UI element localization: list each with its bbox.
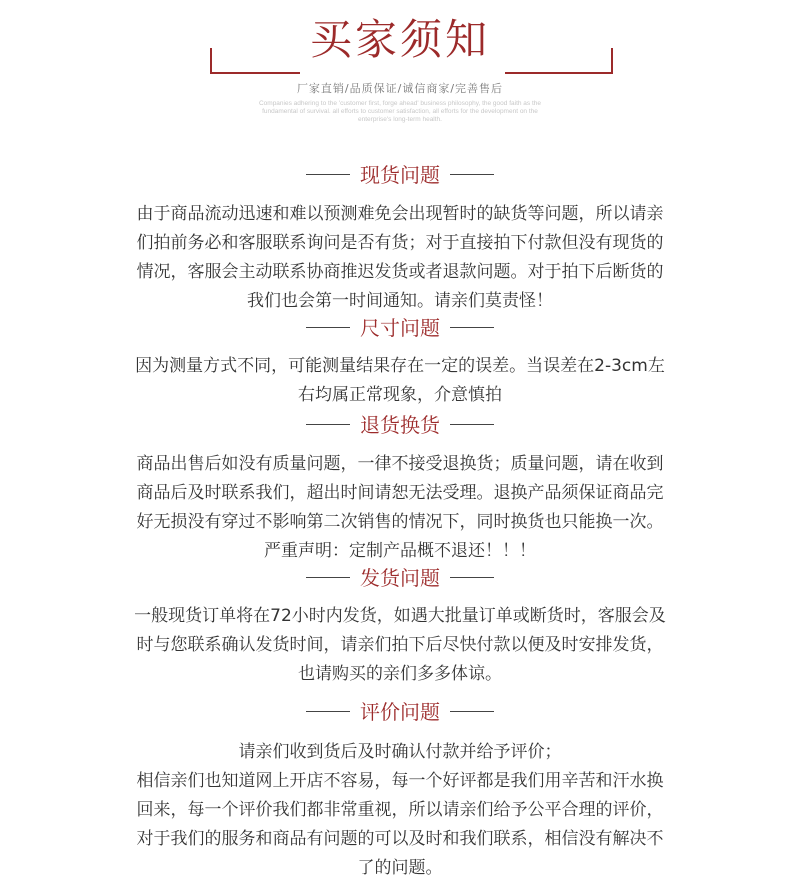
body-line: 因为测量方式不同，可能测量结果存在一定的误差。当误差在2-3cm左: [135, 356, 665, 376]
body-line: 时与您联系确认发货时间，请亲们拍下后尽快付款以便及时安排发货，: [136, 635, 664, 655]
body-line: 相信亲们也知道网上开店不容易，每一个好评都是我们用辛苦和汗水换: [136, 771, 664, 791]
body-line: 商品后及时联系我们，超出时间请恕无法受理。退换产品须保证商品完: [136, 483, 664, 503]
section-heading-reviews: [0, 697, 800, 725]
header-english-text: [230, 100, 570, 124]
section-body-size: [70, 352, 730, 410]
header-english-line: fundamental of survival. all efforts to customer satisfaction, all efforts for the development on the: [262, 108, 538, 115]
section-heading-size: [0, 313, 800, 341]
page-title: 买家须知: [309, 15, 490, 64]
heading-dash-right: [450, 174, 494, 175]
section-title: 退货换货: [360, 412, 440, 437]
section-title: 评价问题: [360, 699, 440, 724]
body-line: 也请购买的亲们多多体谅。: [298, 664, 502, 684]
section-title: 现货问题: [360, 162, 440, 187]
body-line: 了的问题。: [357, 858, 443, 878]
body-line: 我们也会第一时间通知。请亲们莫责怪！: [247, 291, 553, 311]
heading-dash-right: [450, 577, 494, 578]
body-line: 们拍前务必和客服联系询问是否有货；对于直接拍下付款但没有现货的: [136, 233, 664, 253]
section-title: 尺寸问题: [360, 315, 440, 340]
header-english-line: enterprise's long-term health.: [358, 116, 442, 123]
body-line: 严重声明：定制产品概不退还！！！: [264, 541, 536, 561]
heading-dash-left: [306, 327, 350, 328]
heading-dash-left: [306, 577, 350, 578]
body-line: 回来，每一个评价我们都非常重视，所以请亲们给予公平合理的评价，: [136, 800, 664, 820]
section-body-reviews: [70, 738, 730, 883]
section-body-shipping: [70, 602, 730, 689]
body-line: 一般现货订单将在72小时内发货，如遇大批量订单或断货时，客服会及: [134, 606, 666, 626]
heading-dash-right: [450, 711, 494, 712]
section-heading-returns: [0, 410, 800, 438]
title-frame-left: [210, 48, 300, 74]
section-heading-shipping: [0, 563, 800, 591]
heading-dash-right: [450, 424, 494, 425]
body-line: 情况，客服会主动联系协商推迟发货或者退款问题。对于拍下后断货的: [136, 262, 664, 282]
section-body-returns: [70, 450, 730, 566]
header: [0, 10, 800, 70]
body-line: 好无损没有穿过不影响第二次销售的情况下，同时换货也只能换一次。: [136, 512, 664, 532]
body-line: 右均属正常现象，介意慎拍: [298, 385, 502, 405]
header-english-line: Companies adhering to the 'customer first, forge ahead' business philosophy, the good faith as the: [258, 100, 542, 107]
body-line: 由于商品流动迅速和难以预测难免会出现暂时的缺货等问题，所以请亲: [136, 204, 664, 224]
section-heading-stock: [0, 160, 800, 188]
body-line: 商品出售后如没有质量问题，一律不接受退换货；质量问题，请在收到: [136, 454, 664, 474]
section-body-stock: [70, 200, 730, 316]
heading-dash-right: [450, 327, 494, 328]
section-title: 发货问题: [360, 565, 440, 590]
heading-dash-left: [306, 424, 350, 425]
title-frame-right: [505, 48, 613, 74]
header-subtitle: 厂家直销/品质保证/诚信商家/完善售后: [296, 82, 504, 95]
heading-dash-left: [306, 174, 350, 175]
heading-dash-left: [306, 711, 350, 712]
body-line: 对于我们的服务和商品有问题的可以及时和我们联系，相信没有解决不: [136, 829, 664, 849]
body-line: 请亲们收到货后及时确认付款并给予评价；: [238, 742, 562, 762]
